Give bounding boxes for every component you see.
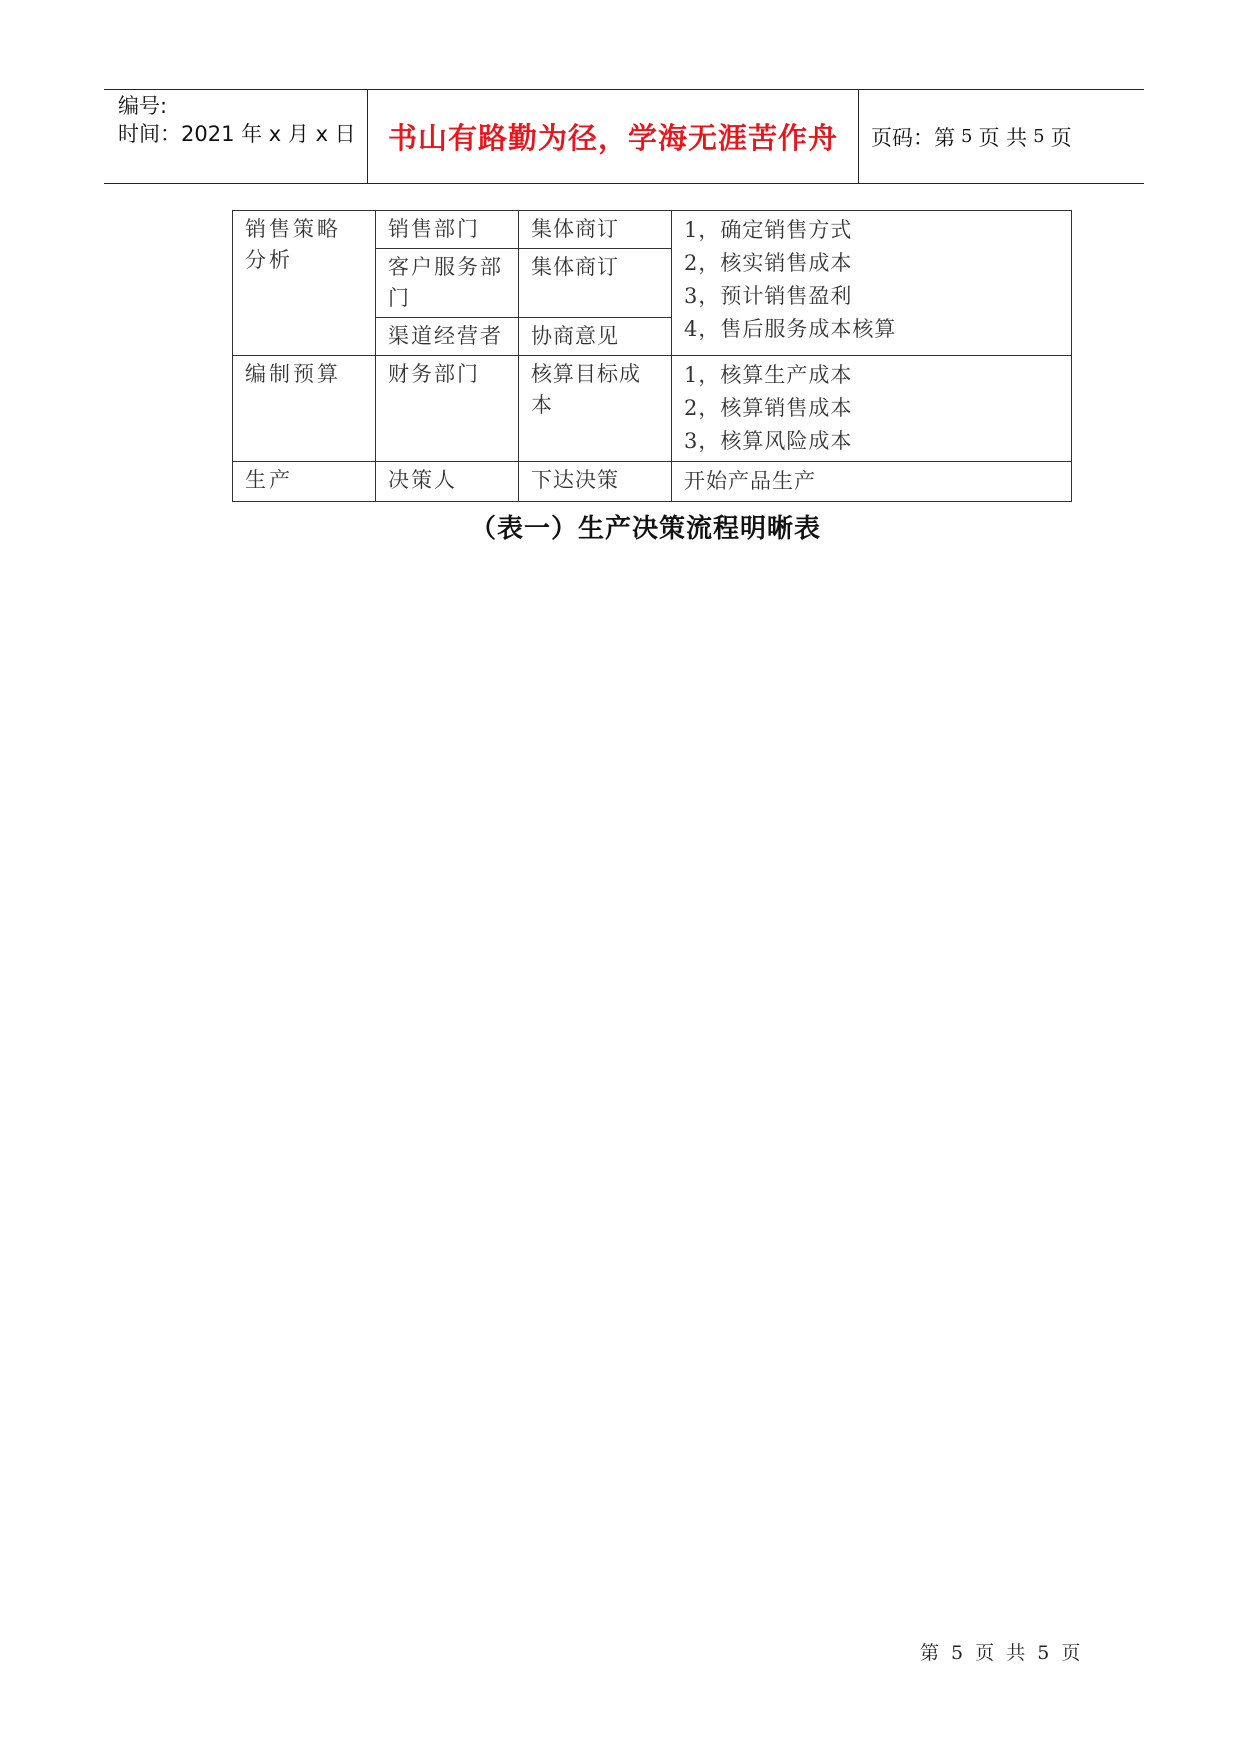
detail-line: 1，确定销售方式 bbox=[684, 218, 853, 242]
action-cell: 协商意见 bbox=[519, 318, 672, 356]
detail-line: 1，核算生产成本 bbox=[684, 363, 853, 387]
dept-cell: 财务部门 bbox=[376, 356, 519, 462]
action-cell: 集体商订 bbox=[519, 211, 672, 249]
header-info bbox=[104, 90, 368, 183]
decision-flow-table bbox=[232, 210, 1072, 502]
detail-line: 2，核算销售成本 bbox=[684, 396, 853, 420]
header-page-info bbox=[859, 90, 1144, 183]
dept-cell: 渠道经营者 bbox=[376, 318, 519, 356]
action-cell: 下达决策 bbox=[519, 462, 672, 502]
page-header bbox=[104, 89, 1144, 184]
header-motto: 书山有路勤为径，学海无涯苦作舟 bbox=[368, 90, 859, 183]
page-footer: 第 5 页 共 5 页 bbox=[920, 1642, 1084, 1664]
page-current: 5 bbox=[961, 126, 973, 147]
stage-cell: 生产 bbox=[233, 462, 376, 502]
dept-cell: 决策人 bbox=[376, 462, 519, 502]
table-row bbox=[233, 462, 1072, 502]
page-total: 5 bbox=[1033, 126, 1045, 147]
dept-cell: 客户服务部门 bbox=[376, 249, 519, 318]
stage-cell: 销售策略分析 bbox=[233, 211, 376, 356]
table-row bbox=[233, 211, 1072, 249]
action-cell: 核算目标成本 bbox=[519, 356, 672, 462]
detail-line: 4，售后服务成本核算 bbox=[684, 317, 897, 341]
detail-line: 2，核实销售成本 bbox=[684, 251, 853, 275]
table-row bbox=[233, 356, 1072, 462]
details-cell bbox=[672, 356, 1072, 462]
action-cell: 集体商订 bbox=[519, 249, 672, 318]
dept-cell: 销售部门 bbox=[376, 211, 519, 249]
detail-line: 开始产品生产 bbox=[684, 469, 816, 493]
details-cell bbox=[672, 211, 1072, 356]
detail-line: 3，预计销售盈利 bbox=[684, 284, 853, 308]
table-caption: （表一）生产决策流程明晰表 bbox=[469, 514, 821, 544]
number-label: 编号: bbox=[118, 94, 168, 118]
details-cell bbox=[672, 462, 1072, 502]
stage-cell: 编制预算 bbox=[233, 356, 376, 462]
page-prefix: 页码：第 bbox=[871, 125, 955, 150]
detail-line: 3，核算风险成本 bbox=[684, 429, 853, 453]
page-mid: 页 共 bbox=[978, 125, 1028, 150]
time-label: 时间：2021 年 x 月 x 日 bbox=[118, 122, 356, 146]
page-suffix: 页 bbox=[1050, 125, 1072, 150]
